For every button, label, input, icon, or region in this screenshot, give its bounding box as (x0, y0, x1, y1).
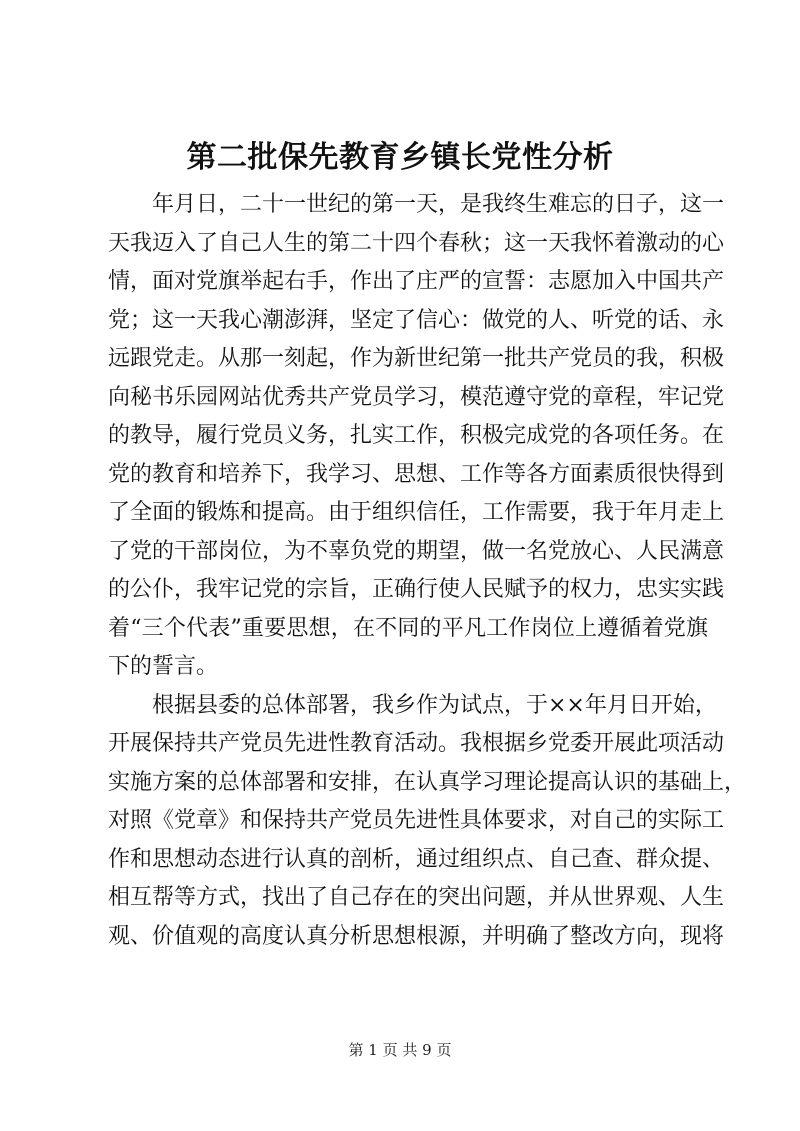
text-line: 的教导，履行党员义务，扎实工作，积极完成党的各项任务。在 (108, 423, 725, 448)
text-line: 党；这一天我心潮澎湃，坚定了信心：做党的人、听党的话、永 (108, 307, 725, 333)
text-line: 对照《党章》和保持共产党员先进性具体要求，对自己的实际工 (108, 808, 725, 833)
text-line: 相互帮等方式，找出了自己存在的突出问题，并从世界观、人生 (108, 885, 725, 910)
text-line: 开展保持共产党员先进性教育活动。我根据乡党委开展此项活动 (108, 731, 725, 756)
text-line: 了党的干部岗位，为不辜负党的期望，做一名党放心、人民满意 (108, 538, 725, 564)
text-line: 实施方案的总体部署和安排，在认真学习理论提高认识的基础上， (108, 769, 747, 795)
text-line: 的公仆，我牢记党的宗旨，正确行使人民赋予的权力，忠实实践 (108, 577, 725, 602)
text-line: 远跟党走。从那一刻起，作为新世纪第一批共产党员的我，积极 (108, 346, 725, 371)
text-line: 观、价值观的高度认真分析思想根源，并明确了整改方向，现将 (108, 923, 725, 949)
text-line: 根据县委的总体部署，我乡作为试点，于××年月日开始， (152, 692, 717, 718)
text-line: 了全面的锻炼和提高。由于组织信任，工作需要，我于年月走上 (108, 500, 725, 525)
text-line: 情，面对党旗举起右手，作出了庄严的宣誓：志愿加入中国共产 (108, 269, 725, 294)
paragraph (108, 186, 725, 687)
text-line: 着“三个代表”重要思想，在不同的平凡工作岗位上遵循着党旗 (108, 615, 708, 641)
page-footer: 第 1 页 共 9 页 (348, 1041, 452, 1059)
paragraph (108, 687, 747, 957)
text-line: 向秘书乐园网站优秀共产党员学习，模范遵守党的章程，牢记党 (108, 384, 725, 410)
text-line: 天我迈入了自己人生的第二十四个春秋；这一天我怀着激动的心 (108, 230, 725, 256)
text-line: 年月日，二十一世纪的第一天，是我终生难忘的日子，这一 (152, 192, 725, 217)
text-line: 党的教育和培养下，我学习、思想、工作等各方面素质很快得到 (108, 461, 725, 487)
text-line: 下的誓言。 (108, 654, 219, 679)
document-body (108, 186, 747, 956)
document-title: 第二批保先教育乡镇长党性分析 (186, 140, 614, 175)
text-line: 作和思想动态进行认真的剖析，通过组织点、自己查、群众提、 (108, 846, 725, 872)
